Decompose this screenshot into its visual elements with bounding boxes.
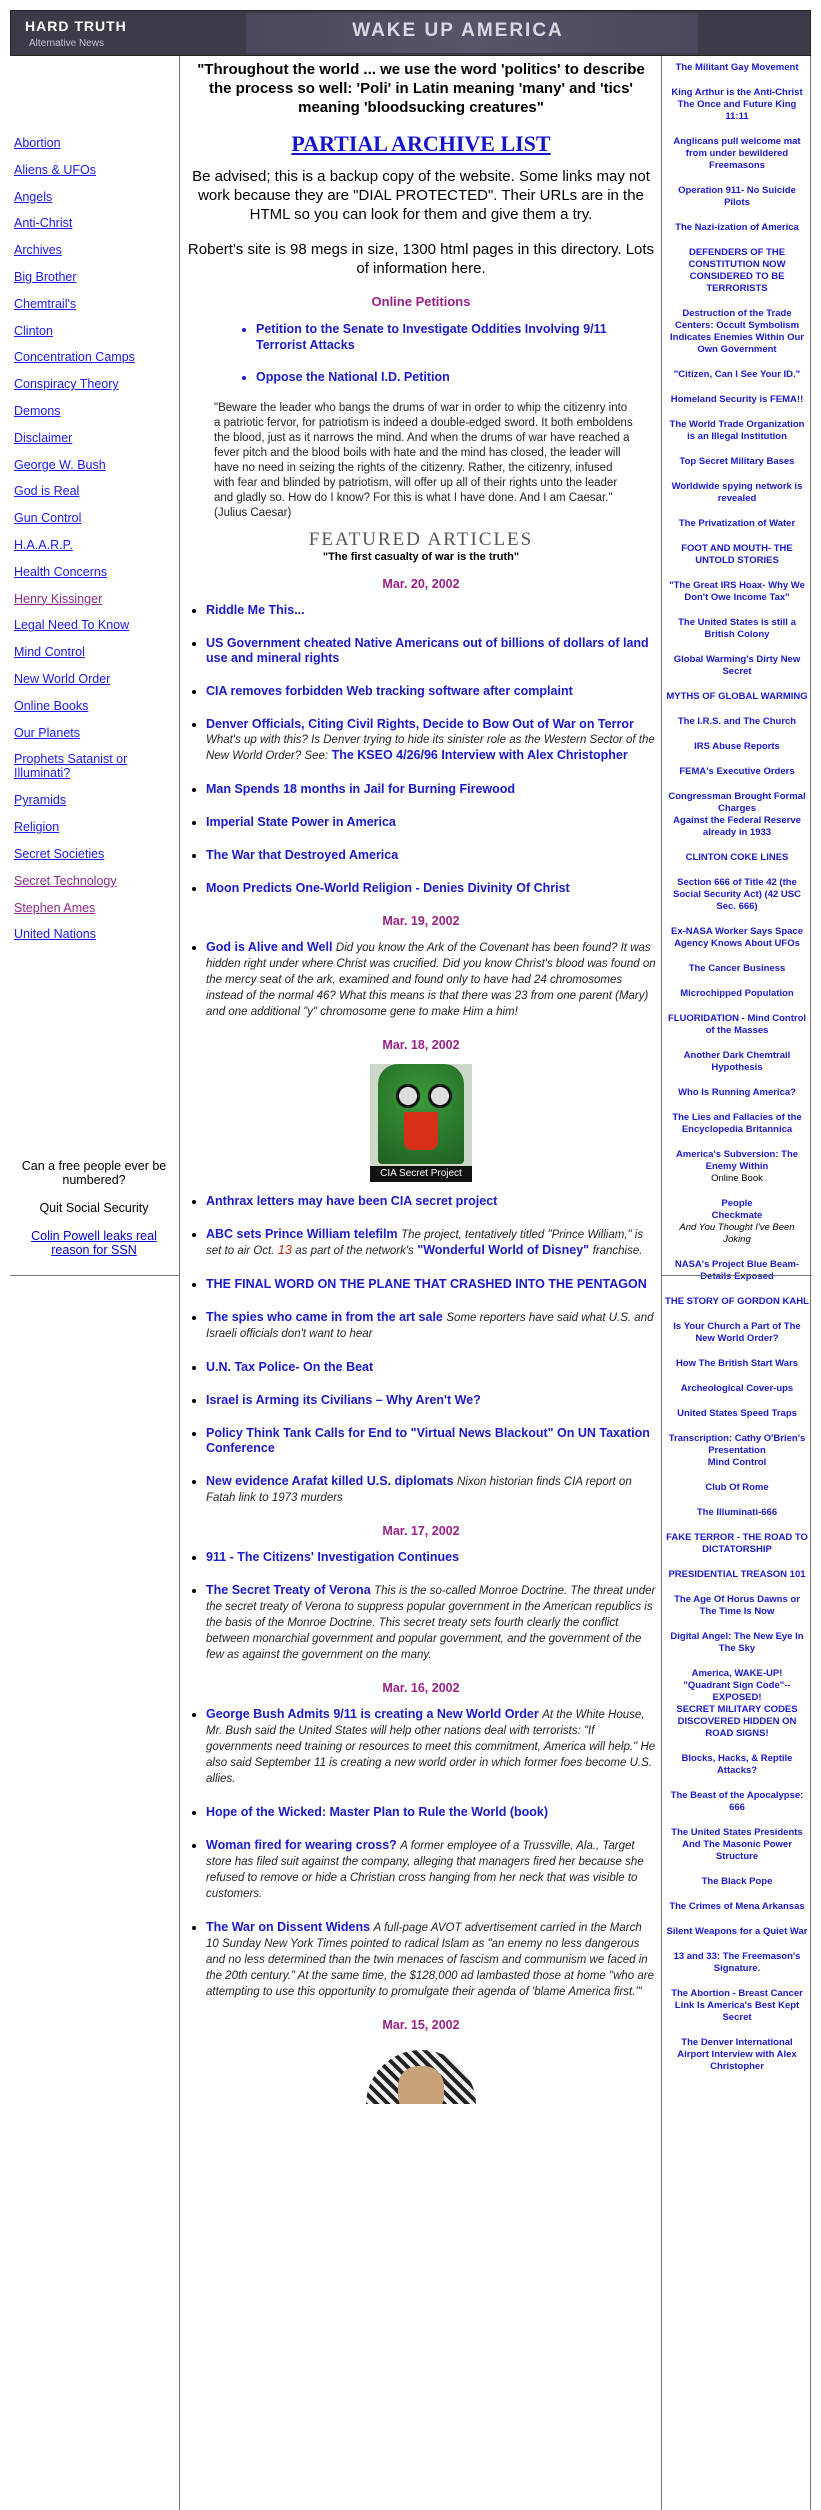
right-nav-line[interactable]: EXPOSED! <box>712 1692 762 1703</box>
left-nav-item <box>14 592 179 619</box>
left-nav-link[interactable]: Concentration Camps <box>14 350 135 365</box>
right-nav-line[interactable]: The Crimes of Mena Arkansas <box>669 1901 805 1912</box>
left-nav-item <box>14 672 179 699</box>
left-nav-item <box>14 243 179 270</box>
left-divider <box>10 1275 180 1276</box>
right-nav-line[interactable]: 11:11 <box>725 111 749 122</box>
left-nav-link[interactable]: Mind Control <box>14 645 85 660</box>
right-nav-item[interactable] <box>665 1259 809 1283</box>
colin-powell-link[interactable]: Colin Powell leaks real reason for SSN <box>31 1229 157 1257</box>
right-nav-item[interactable] <box>665 518 809 530</box>
left-nav-item <box>14 618 179 645</box>
right-nav-line[interactable]: FOOT AND MOUTH- THE UNTOLD STORIES <box>681 543 793 566</box>
site-banner <box>10 10 811 56</box>
right-nav-line[interactable]: People <box>721 1198 753 1209</box>
article-link[interactable]: Anthrax letters may have been CIA secret project <box>206 1194 498 1208</box>
right-nav-line[interactable]: Ex-NASA Worker Says Space Agency Knows About UFOs <box>670 926 803 949</box>
article-item <box>206 1310 656 1342</box>
right-nav-line[interactable]: Operation 911- No Suicide Pilots <box>678 185 796 208</box>
right-nav-line[interactable]: "Quadrant Sign Code"-- <box>683 1680 791 1691</box>
right-nav-line[interactable]: "The Great IRS Hoax- Why We Don't Owe Income Tax" <box>669 580 805 603</box>
article-item <box>206 1707 656 1787</box>
right-nav-item[interactable] <box>665 1433 809 1469</box>
left-nav-item <box>14 645 179 672</box>
article-description: The project, tentatively titled "Prince William," is set to air Oct. <box>206 1229 644 1257</box>
article-list <box>206 1550 656 1663</box>
right-nav-line[interactable]: Microchipped Population <box>680 988 794 999</box>
right-nav-item[interactable] <box>665 1482 809 1494</box>
article-list <box>206 603 656 896</box>
right-nav-item[interactable] <box>665 654 809 678</box>
right-nav-item[interactable] <box>665 963 809 975</box>
right-nav-line[interactable]: Global Warming's Dirty New Secret <box>673 654 801 677</box>
date-heading: Mar. 15, 2002 <box>382 2018 460 2032</box>
left-nav-link[interactable]: Abortion <box>14 136 61 150</box>
right-nav-item[interactable] <box>665 580 809 604</box>
politics-quote: "Throughout the world ... we use the word 'politics' to describe the process so well: 'Poli' in Latin meaning 'many' and 'tics' meaning 'bloodsucking creatures" <box>197 61 645 116</box>
article-link[interactable]: The Secret Treaty of Verona <box>206 1583 371 1597</box>
featured-subquote: "The first casualty of war is the truth" <box>322 551 520 563</box>
right-nav-line[interactable]: The Nazi-ization of America <box>675 222 799 233</box>
right-nav-line[interactable]: Another Dark Chemtrail Hypothesis <box>683 1050 791 1073</box>
ssn-quit-text: Quit Social Security <box>39 1201 149 1215</box>
right-nav-line[interactable]: SECRET MILITARY CODES DISCOVERED HIDDEN ON ROAD SIGNS! <box>676 1704 798 1739</box>
right-nav-line[interactable]: Homeland Security is FEMA!! <box>670 394 804 405</box>
date-heading: Mar. 16, 2002 <box>382 1681 460 1695</box>
left-nav-item <box>14 538 179 565</box>
article-item <box>206 1474 656 1506</box>
article-link[interactable]: God is Alive and Well <box>206 940 333 954</box>
date-heading: Mar. 18, 2002 <box>382 1038 460 1052</box>
left-nav-link[interactable]: Big Brother <box>14 269 77 284</box>
article-link[interactable]: The spies who came in from the art sale <box>206 1310 443 1324</box>
right-nav-line[interactable]: America, WAKE-UP! <box>691 1668 783 1679</box>
left-nav-link[interactable]: Health Concerns <box>14 564 108 579</box>
right-nav-line[interactable]: The Cancer Business <box>688 963 786 974</box>
left-nav-item <box>14 752 179 793</box>
right-nav-line[interactable]: FEMA's Executive Orders <box>679 766 795 777</box>
left-nav-link[interactable]: Online Books <box>14 698 89 713</box>
right-nav-item[interactable] <box>665 617 809 641</box>
right-nav-item[interactable] <box>665 456 809 468</box>
article-description: Did you know the Ark of the Covenant has been found? It was hidden right under where Christ was crucified. Did you know Christ's blood was found on the mercy seat of the ark, examined and found only to have had 24 chromosomes instead of the normal 46? What this means is that there was 23 from one parent (Mary) and one additional "y" chromosome gene to make Him a him! <box>206 942 656 1018</box>
article-link[interactable]: Man Spends 18 months in Jail for Burning Firewood <box>206 782 516 796</box>
left-nav-link[interactable]: Clinton <box>14 323 53 338</box>
left-nav-link[interactable]: Secret Societies <box>14 846 105 861</box>
article-link[interactable]: U.N. Tax Police- On the Beat <box>206 1360 374 1374</box>
right-nav-line[interactable]: The Militant Gay Movement <box>675 62 799 73</box>
right-nav-item[interactable] <box>665 766 809 778</box>
right-nav-item[interactable] <box>665 716 809 728</box>
left-nav-link[interactable]: Pyramids <box>14 793 67 808</box>
article-link[interactable]: Imperial State Power in America <box>206 815 396 829</box>
right-nav-line[interactable]: The United States Presidents And The Masonic Power Structure <box>671 1827 803 1862</box>
left-nav-item <box>14 404 179 431</box>
right-nav-item[interactable] <box>665 1149 809 1185</box>
right-nav-line[interactable]: How The British Start Wars <box>675 1358 799 1369</box>
right-nav-item[interactable] <box>665 1668 809 1740</box>
right-nav-item[interactable] <box>665 87 809 123</box>
right-nav-item[interactable] <box>665 741 809 753</box>
left-nav-item <box>14 163 179 190</box>
banner-title: WAKE UP AMERICA <box>352 20 564 41</box>
petition-link-national-id[interactable]: • Oppose the National I.D. Petition <box>256 369 656 385</box>
right-nav-item[interactable] <box>665 877 809 913</box>
right-nav-item[interactable] <box>665 1050 809 1074</box>
article-description: as part of the network's <box>295 1245 414 1257</box>
right-nav-item[interactable] <box>665 369 809 381</box>
left-nav-link[interactable]: Our Planets <box>14 725 81 740</box>
left-nav-link[interactable]: Prophets Satanist or Illuminati? <box>14 752 128 781</box>
left-nav-item <box>14 793 179 820</box>
right-nav-item[interactable] <box>665 1951 809 1975</box>
right-nav-line[interactable]: America's Subversion: The Enemy Within <box>675 1149 799 1172</box>
left-nav-link[interactable]: H.A.A.R.P. <box>14 537 73 552</box>
right-nav-line[interactable]: Is Your Church a Part of The New World Order? <box>673 1321 801 1344</box>
right-nav-list <box>665 62 809 2086</box>
left-nav-item <box>14 927 179 954</box>
left-nav-item <box>14 820 179 847</box>
petitions-list <box>256 321 656 385</box>
article-link[interactable]: Riddle Me This... <box>206 603 305 617</box>
right-nav-line[interactable]: The World Trade Organization is an Illegal Institution <box>669 419 805 442</box>
right-divider <box>662 1275 812 1276</box>
right-nav-item[interactable] <box>665 1988 809 2024</box>
right-nav-line[interactable]: IRS Abuse Reports <box>694 741 780 752</box>
right-nav-line[interactable]: The Denver International Airport Interview with Alex Christopher <box>677 2037 797 2072</box>
left-nav-item <box>14 377 179 404</box>
right-nav-line[interactable]: "Citizen, Can I See Your ID." <box>673 369 801 380</box>
right-nav-line[interactable]: Worldwide spying network is revealed <box>671 481 803 504</box>
article-link[interactable]: New evidence Arafat killed U.S. diplomats <box>206 1474 454 1488</box>
right-nav-note: Online Book <box>711 1173 763 1184</box>
article-link[interactable]: Israel is Arming its Civilians – Why Aren't We? <box>206 1393 481 1407</box>
article-link[interactable]: CIA removes forbidden Web tracking software after complaint <box>206 684 573 698</box>
ssn-question: Can a free people ever be numbered? <box>21 1159 167 1187</box>
right-nav-line[interactable]: King Arthur is the Anti-Christ <box>671 87 803 98</box>
right-nav-item[interactable] <box>665 1321 809 1345</box>
right-nav-line[interactable]: THE STORY OF GORDON KAHL <box>665 1296 809 1307</box>
date-heading: Mar. 19, 2002 <box>382 914 460 928</box>
article-item <box>206 1838 656 1902</box>
right-nav-line[interactable]: The Illuminati-666 <box>696 1507 778 1518</box>
article-item <box>206 1360 656 1375</box>
article-description: A former employee of a Trussville, Ala., Target store has filed suit against the company, alleging that managers fired her because she refused to remove or hide a Christian cross hanging from her neck that was visible to customers. <box>206 1840 644 1900</box>
right-nav-line[interactable]: The Privatization of Water <box>678 518 796 529</box>
left-nav-item <box>14 901 179 928</box>
article-item <box>206 1805 656 1820</box>
article-description: franchise. <box>592 1245 643 1257</box>
article-link[interactable]: Policy Think Tank Calls for End to "Virtual News Blackout" On UN Taxation Conference <box>206 1426 650 1455</box>
right-nav-item[interactable] <box>665 988 809 1000</box>
right-nav-line[interactable]: Digital Angel: The New Eye In The Sky <box>670 1631 804 1654</box>
left-nav-link[interactable]: God is Real <box>14 484 80 499</box>
right-nav-line[interactable]: Archeological Cover-ups <box>680 1383 794 1394</box>
date-heading: Mar. 17, 2002 <box>382 1524 460 1538</box>
article-item <box>206 1277 656 1292</box>
right-nav-line[interactable]: The Once and Future King <box>677 99 797 110</box>
article-item <box>206 603 656 618</box>
article-item <box>206 1550 656 1565</box>
right-nav-line[interactable]: The Abortion - Breast Cancer Link Is America's Best Kept Secret <box>671 1988 803 2023</box>
right-nav-item[interactable] <box>665 1901 809 1913</box>
right-nav-item[interactable] <box>665 1013 809 1037</box>
article-item <box>206 1920 656 2000</box>
right-nav-item[interactable] <box>665 481 809 505</box>
left-nav-link[interactable]: Henry Kissinger <box>14 591 103 606</box>
right-nav-item[interactable] <box>665 1569 809 1581</box>
right-nav-item[interactable] <box>665 1876 809 1888</box>
left-nav-item <box>14 847 179 874</box>
article-item <box>206 684 656 699</box>
left-nav-item <box>14 458 179 485</box>
article-link[interactable]: Hope of the Wicked: Master Plan to Rule the World (book) <box>206 1805 549 1819</box>
right-nav-line[interactable]: Checkmate <box>711 1210 763 1221</box>
article-description: What's up with this? Is Denver trying to hide its sinister role as the Western Sector of the New World Order? See: <box>206 734 655 762</box>
article-link[interactable]: The War on Dissent Widens <box>206 1920 371 1934</box>
article-description: At the White House, Mr. Bush said the United States will help other nations deal with terrorists: "If governments need training or resources to meet this commitment, America will help." He also said September 11 is creating a new world order in which former foes become U.S. allies. <box>206 1709 656 1785</box>
right-nav-item[interactable] <box>665 1631 809 1655</box>
right-nav-line[interactable]: FAKE TERROR - THE ROAD TO DICTATORSHIP <box>666 1532 808 1555</box>
article-item <box>206 940 656 1020</box>
right-nav-item[interactable] <box>665 1753 809 1777</box>
left-nav-link[interactable]: Aliens & UFOs <box>14 162 96 177</box>
left-nav-link[interactable]: Conspiracy Theory <box>14 377 119 392</box>
petitions-heading: Online Petitions <box>371 294 471 309</box>
left-nav-link[interactable]: Secret Technology <box>14 873 117 888</box>
left-sidebar <box>10 56 180 2510</box>
article-item <box>206 1194 656 1209</box>
article-item <box>206 815 656 830</box>
article-item <box>206 717 656 764</box>
article-link[interactable]: Denver Officials, Citing Civil Rights, Decide to Bow Out of War on Terror <box>206 717 634 731</box>
left-nav-item <box>14 565 179 592</box>
right-nav-item[interactable] <box>665 852 809 864</box>
backup-notice: Be advised; this is a backup copy of the website. Some links may not work because they are "DIAL PROTECTED". Their URLs are in the HTML so you can look for them and give them a try. <box>192 168 650 223</box>
article-item <box>206 636 656 666</box>
right-nav-note: And You Thought I've Been Joking <box>679 1222 795 1245</box>
cia-secret-project-photo[interactable] <box>370 1064 472 1182</box>
left-nav-link[interactable]: Gun Control <box>14 511 82 526</box>
right-nav-line[interactable]: The Beast of the Apocalypse: 666 <box>670 1790 804 1813</box>
article-item <box>206 1583 656 1663</box>
gas-mask-eye-right <box>428 1084 452 1108</box>
right-nav-line[interactable]: The Lies and Fallacies of the Encyclopedia Britannica <box>672 1112 802 1135</box>
right-nav-line[interactable]: Club Of Rome <box>705 1482 769 1493</box>
right-nav-item[interactable] <box>665 1594 809 1618</box>
right-nav-line[interactable]: Blocks, Hacks, & Reptile Attacks? <box>681 1753 793 1776</box>
right-nav-line[interactable]: CLINTON COKE LINES <box>685 852 789 863</box>
right-nav-item[interactable] <box>665 791 809 839</box>
article-related-link[interactable]: "Wonderful World of Disney" <box>417 1243 590 1257</box>
face-shape <box>398 2066 444 2104</box>
right-nav-item[interactable] <box>665 691 809 703</box>
article-link[interactable]: Woman fired for wearing cross? <box>206 1838 397 1852</box>
right-nav-line[interactable]: MYTHS OF GLOBAL WARMING <box>666 691 808 702</box>
right-nav-line[interactable]: NASA's Project Blue Beam- Details Exposed <box>674 1259 800 1282</box>
article-link[interactable]: 911 - The Citizens' Investigation Continues <box>206 1550 460 1564</box>
date-heading: Mar. 20, 2002 <box>382 577 460 591</box>
left-nav-item <box>14 270 179 297</box>
article-related-link[interactable]: The KSEO 4/26/96 Interview with Alex Christopher <box>331 748 628 762</box>
right-nav-line[interactable]: 13 and 33: The Freemason's Signature. <box>673 1951 801 1974</box>
left-nav-link[interactable]: Religion <box>14 820 60 835</box>
right-nav-item[interactable] <box>665 1507 809 1519</box>
right-nav-item[interactable] <box>665 185 809 209</box>
right-nav-line[interactable]: PRESIDENTIAL TREASON 101 <box>668 1569 806 1580</box>
right-nav-item[interactable] <box>665 308 809 356</box>
left-nav-item <box>14 431 179 458</box>
petition-link-911[interactable]: • Petition to the Senate to Investigate Oddities Involving 9/11 Terrorist Attacks <box>256 321 656 353</box>
site-size-notice: Robert's site is 98 megs in size, 1300 html pages in this directory. Lots of information here. <box>187 241 655 277</box>
gas-mask-eye-left <box>396 1084 420 1108</box>
left-nav-item <box>14 190 179 217</box>
article-list <box>206 1707 656 2000</box>
featured-heading: FEATURED ARTICLES <box>308 529 534 550</box>
article-link[interactable]: The War that Destroyed America <box>206 848 399 862</box>
site-logo[interactable]: HARD TRUTH <box>25 18 127 34</box>
left-nav-link[interactable]: United Nations <box>14 927 96 942</box>
arafat-photo[interactable] <box>356 2044 486 2104</box>
left-nav-item <box>14 699 179 726</box>
article-sections <box>186 577 656 2104</box>
left-nav-link[interactable]: Anti-Christ <box>14 216 73 231</box>
right-nav-line[interactable]: Congressman Brought Formal Charges <box>668 791 806 814</box>
left-nav-item <box>14 874 179 901</box>
right-nav-line[interactable]: Against the Federal Reserve already in 1933 <box>673 815 801 838</box>
article-item <box>206 881 656 896</box>
right-nav-line[interactable]: Anglicans pull welcome mat from under bewildered Freemasons <box>673 136 801 171</box>
right-nav-item[interactable] <box>665 1198 809 1246</box>
left-nav-link[interactable]: George W. Bush <box>14 457 106 472</box>
right-nav-line[interactable]: Silent Weapons for a Quiet War <box>666 1926 808 1937</box>
right-nav-line[interactable]: Top Secret Military Bases <box>679 456 795 467</box>
article-description: This is the so-called Monroe Doctrine. The threat under the secret treaty of Verona to suppress popular government in the American republics is the basis of the Monroe Doctrine. This secret treaty sets fourth clearly the conflict between monarchial government and popular government, and the government of the few as against the government on the many. <box>206 1585 656 1661</box>
red-bucket-shape <box>404 1112 438 1150</box>
article-date-number: 13 <box>277 1243 292 1257</box>
right-nav-line[interactable]: The Black Pope <box>701 1876 773 1887</box>
right-nav-item[interactable] <box>665 1926 809 1938</box>
right-nav-item[interactable] <box>665 2037 809 2073</box>
article-description: Some reporters have said what U.S. and Israeli officials don't want to hear <box>206 1312 654 1340</box>
right-nav-line[interactable]: FLUORIDATION - Mind Control of the Masses <box>667 1013 807 1036</box>
left-nav-item <box>14 297 179 324</box>
left-nav-link[interactable]: Angels <box>14 189 53 204</box>
photo-caption: CIA Secret Project <box>370 1166 472 1182</box>
left-nav-list <box>14 136 179 954</box>
article-link[interactable]: THE FINAL WORD ON THE PLANE THAT CRASHED INTO THE PENTAGON <box>206 1277 647 1291</box>
article-item <box>206 782 656 797</box>
article-link[interactable]: US Government cheated Native Americans out of billions of dollars of land use and mineral rights <box>206 636 649 665</box>
right-nav-line[interactable]: United States Speed Traps <box>677 1408 797 1419</box>
right-nav-line[interactable]: The Age Of Horus Dawns or The Time Is Now <box>674 1594 800 1617</box>
left-nav-link[interactable]: Disclaimer <box>14 430 73 445</box>
left-nav-link[interactable]: New World Order <box>14 671 111 686</box>
right-nav-item[interactable] <box>665 247 809 295</box>
right-nav-item[interactable] <box>665 543 809 567</box>
article-link[interactable]: ABC sets Prince William telefilm <box>206 1227 398 1241</box>
right-nav-item[interactable] <box>665 1358 809 1370</box>
right-sidebar <box>661 56 811 2510</box>
right-nav-item[interactable] <box>665 1112 809 1136</box>
right-nav-line[interactable]: The I.R.S. and The Church <box>677 716 797 727</box>
right-nav-line[interactable]: Destruction of the Trade Centers: Occult Symbolism Indicates Enemies Within Our Own Government <box>670 308 804 355</box>
left-nav-item <box>14 216 179 243</box>
right-nav-item[interactable] <box>665 394 809 406</box>
ssn-box <box>14 1159 174 1271</box>
left-nav-link[interactable]: Legal Need To Know <box>14 618 130 633</box>
right-nav-item[interactable] <box>665 222 809 234</box>
right-nav-item[interactable] <box>665 1827 809 1863</box>
right-nav-item[interactable] <box>665 1383 809 1395</box>
left-nav-link[interactable]: Archives <box>14 243 62 258</box>
right-nav-item[interactable] <box>665 1296 809 1308</box>
left-nav-item <box>14 511 179 538</box>
right-nav-item[interactable] <box>665 62 809 74</box>
left-nav-item <box>14 350 179 377</box>
left-nav-item <box>14 324 179 351</box>
article-list <box>206 940 656 1020</box>
right-nav-item[interactable] <box>665 419 809 443</box>
left-nav-item <box>14 484 179 511</box>
left-nav-item <box>14 136 179 163</box>
right-nav-item[interactable] <box>665 926 809 950</box>
right-nav-item[interactable] <box>665 136 809 172</box>
left-nav-link[interactable]: Chemtrail's <box>14 296 77 311</box>
article-description: Nixon historian finds CIA report on Fatah link to 1973 murders <box>206 1476 632 1504</box>
left-nav-link[interactable]: Stephen Ames <box>14 900 96 915</box>
article-list <box>206 1194 656 1506</box>
article-item <box>206 1426 656 1456</box>
caesar-quote: "Beware the leader who bangs the drums of war in order to whip the citizenry into a patriotic fervor, for patriotism is indeed a double-edged sword. It both emboldens the blood, just as it narrows the mind. And when the drums of war have reached a fever pitch and the blood boils with hate and the mind has closed, the leader will have no need in seizing the rights of the citizenry. Rather, the citizenry, infused with fear and blinded by patriotism, will offer up all of their rights unto the leader and gladly so. How do I know? For this is what I have done. And I am Caesar." (Julius Caesar) <box>214 402 633 519</box>
right-nav-item[interactable] <box>665 1087 809 1099</box>
right-nav-line[interactable]: Transcription: Cathy O'Brien's Presentation <box>668 1433 806 1456</box>
right-nav-line[interactable]: The United States is still a British Colony <box>678 617 796 640</box>
main-content <box>186 56 656 2104</box>
article-item <box>206 1227 656 1259</box>
right-nav-item[interactable] <box>665 1532 809 1556</box>
article-link[interactable]: George Bush Admits 9/11 is creating a New World Order <box>206 1707 539 1721</box>
right-nav-line[interactable]: DEFENDERS OF THE CONSTITUTION NOW CONSIDERED TO BE TERRORISTS <box>688 247 786 294</box>
article-link[interactable]: Moon Predicts One-World Religion - Denies Divinity Of Christ <box>206 881 570 895</box>
page-title[interactable]: PARTIAL ARCHIVE LIST <box>291 131 551 156</box>
left-nav-item <box>14 726 179 753</box>
right-nav-item[interactable] <box>665 1790 809 1814</box>
left-nav-link[interactable]: Demons <box>14 403 61 418</box>
site-logo-tagline: Alternative News <box>29 38 105 49</box>
right-nav-line[interactable]: Who Is Running America? <box>678 1087 796 1098</box>
article-item <box>206 1393 656 1408</box>
right-nav-item[interactable] <box>665 1408 809 1420</box>
article-item <box>206 848 656 863</box>
right-nav-line[interactable]: Mind Control <box>707 1457 767 1468</box>
article-description: A full-page AVOT advertisement carried in the March 10 Sunday New York Times pointed to radical Islam as "an enemy no less dangerous and no less determined than the twin menaces of fascism and communism we faced in the 20th century." At the same time, the $128,000 ad lambasted those at home "who are attempting to use this opportunity to promulgate their agenda of 'blame America first.'" <box>206 1922 654 1998</box>
right-nav-line[interactable]: Section 666 of Title 42 (the Social Security Act) (42 USC Sec. 666) <box>673 877 801 912</box>
